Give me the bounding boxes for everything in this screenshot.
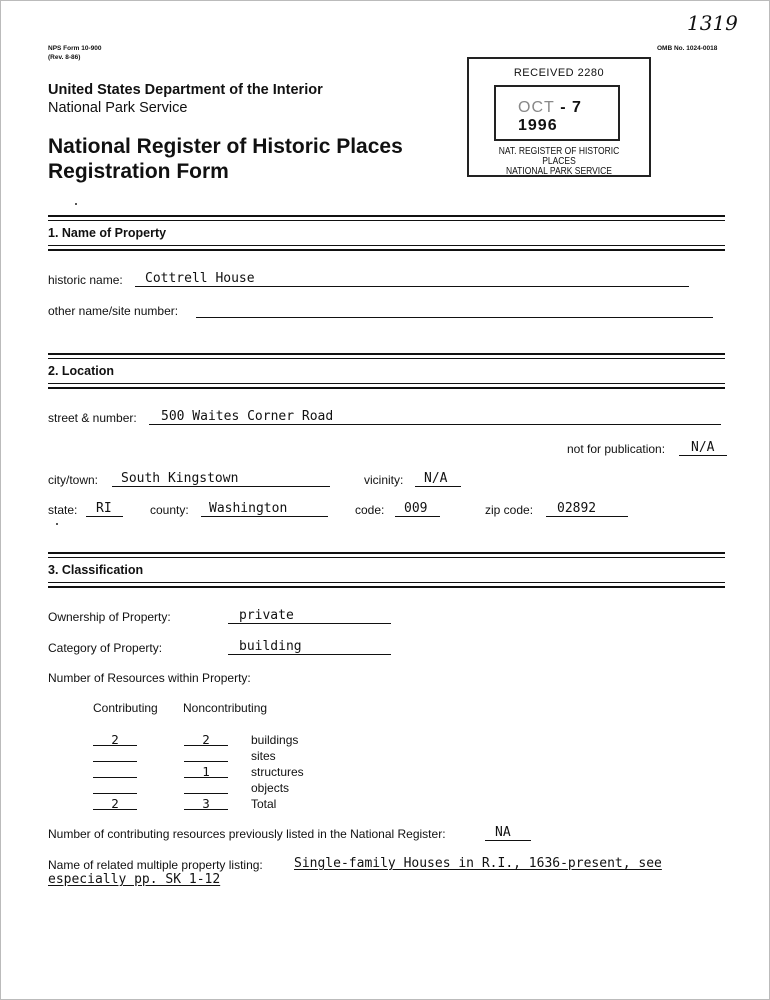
ownership-underline: [228, 623, 391, 624]
resource-label-buildings: buildings: [251, 733, 299, 747]
code-underline: [395, 516, 440, 517]
category-underline: [228, 654, 391, 655]
nfp-underline: [679, 455, 727, 456]
received-stamp: [467, 57, 651, 177]
stamp-month: OCT: [518, 99, 555, 116]
section3-bottom-rule: [48, 582, 725, 583]
category-value[interactable]: building: [239, 639, 302, 654]
zip-value[interactable]: 02892: [557, 501, 597, 516]
section3-top-rule-thin: [48, 557, 725, 558]
noncontributing-line: [184, 761, 228, 762]
code-label: code:: [355, 503, 385, 517]
vicinity-label: vicinity:: [364, 473, 404, 487]
noncontributing-line: [184, 809, 228, 810]
contributing-count-buildings[interactable]: 2: [111, 732, 119, 747]
street-underline: [149, 424, 721, 425]
previously-listed-underline: [485, 840, 531, 841]
noncontributing-count-structures[interactable]: 1: [202, 764, 210, 779]
stamp-line2: NATIONAL PARK SERVICE: [506, 166, 612, 177]
section2-bottom-rule: [48, 383, 725, 384]
stamp-date: [518, 99, 618, 135]
street-value[interactable]: 500 Waites Corner Road: [161, 409, 334, 424]
stamp-year: 1996: [518, 117, 558, 134]
city-value[interactable]: South Kingstown: [121, 471, 239, 486]
resources-label: Number of Resources within Property:: [48, 671, 251, 685]
section2-heading: 2. Location: [48, 364, 114, 378]
state-underline: [86, 516, 123, 517]
contributing-line: [93, 745, 137, 746]
stamp-received-text: RECEIVED 2280: [513, 67, 605, 79]
nfp-label: not for publication:: [567, 442, 666, 456]
speck: [75, 203, 77, 205]
stamp-register-text: [483, 147, 636, 177]
county-value[interactable]: Washington: [209, 501, 288, 516]
section1-top-rule: [48, 215, 725, 217]
section1-top-rule-thin: [48, 220, 725, 221]
resource-label-objects: objects: [251, 781, 290, 795]
section3-bottom-rule-thick: [48, 586, 725, 588]
handwritten-number: 1319: [687, 11, 738, 35]
noncontributing-count-buildings[interactable]: 2: [202, 732, 210, 747]
ownership-value[interactable]: private: [239, 608, 294, 623]
form-title-line2: Registration Form: [48, 160, 229, 183]
department-name: United States Department of the Interior: [48, 82, 323, 98]
section3-top-rule: [48, 552, 725, 554]
contributing-line: [93, 777, 137, 778]
resource-label-total: Total: [251, 797, 277, 811]
mpl-value-line1[interactable]: Single-family Houses in R.I., 1636-present, see: [294, 856, 662, 871]
section3-heading: 3. Classification: [48, 563, 144, 577]
historic-name-underline: [135, 286, 689, 287]
nfp-value[interactable]: N/A: [691, 440, 715, 455]
contributing-line: [93, 809, 137, 810]
noncontributing-header: Noncontributing: [183, 701, 268, 715]
code-value[interactable]: 009: [404, 501, 428, 516]
noncontributing-line: [184, 777, 228, 778]
service-name: National Park Service: [48, 100, 188, 116]
section2-top-rule-thin: [48, 358, 725, 359]
state-label: state:: [48, 503, 78, 517]
vicinity-value[interactable]: N/A: [424, 471, 448, 486]
historic-name-label: historic name:: [48, 273, 123, 287]
other-name-underline: [196, 317, 713, 318]
section2-top-rule: [48, 353, 725, 355]
county-label: county:: [150, 503, 189, 517]
street-label: street & number:: [48, 411, 137, 425]
category-label: Category of Property:: [48, 641, 163, 655]
zip-underline: [546, 516, 628, 517]
noncontributing-line: [184, 793, 228, 794]
city-underline: [112, 486, 330, 487]
other-name-label: other name/site number:: [48, 304, 179, 318]
form-id: NPS Form 10-900: [48, 45, 102, 52]
omb-number: OMB No. 1024-0018: [657, 45, 718, 52]
county-underline: [201, 516, 328, 517]
form-revision: (Rev. 8-86): [48, 54, 81, 61]
stamp-date-box: [494, 85, 620, 141]
contributing-line: [93, 793, 137, 794]
state-value[interactable]: RI: [96, 501, 112, 516]
resource-label-structures: structures: [251, 765, 304, 779]
stamp-line1: NAT. REGISTER OF HISTORIC PLACES: [498, 146, 620, 167]
contributing-header: Contributing: [93, 701, 158, 715]
form-title-line1: National Register of Historic Places: [48, 135, 403, 158]
mpl-value-line2[interactable]: especially pp. SK 1-12: [48, 872, 221, 887]
historic-name-value[interactable]: Cottrell House: [145, 271, 255, 286]
city-label: city/town:: [48, 473, 99, 487]
stamp-day: - 7: [560, 99, 582, 116]
mpl-label: Name of related multiple property listing:: [48, 858, 263, 872]
vicinity-underline: [415, 486, 461, 487]
resource-label-sites: sites: [251, 749, 276, 763]
section1-heading: 1. Name of Property: [48, 226, 167, 240]
noncontributing-count-total[interactable]: 3: [202, 796, 210, 811]
section2-bottom-rule-thick: [48, 387, 725, 389]
previously-listed-label: Number of contributing resources previously listed in the National Register:: [48, 827, 446, 841]
zip-label: zip code:: [485, 503, 534, 517]
section1-bottom-rule-thick: [48, 249, 725, 251]
noncontributing-line: [184, 745, 228, 746]
ownership-label: Ownership of Property:: [48, 610, 171, 624]
previously-listed-value[interactable]: NA: [495, 825, 511, 840]
section1-bottom-rule: [48, 245, 725, 246]
contributing-count-total[interactable]: 2: [111, 796, 119, 811]
speck: [56, 523, 58, 525]
contributing-line: [93, 761, 137, 762]
